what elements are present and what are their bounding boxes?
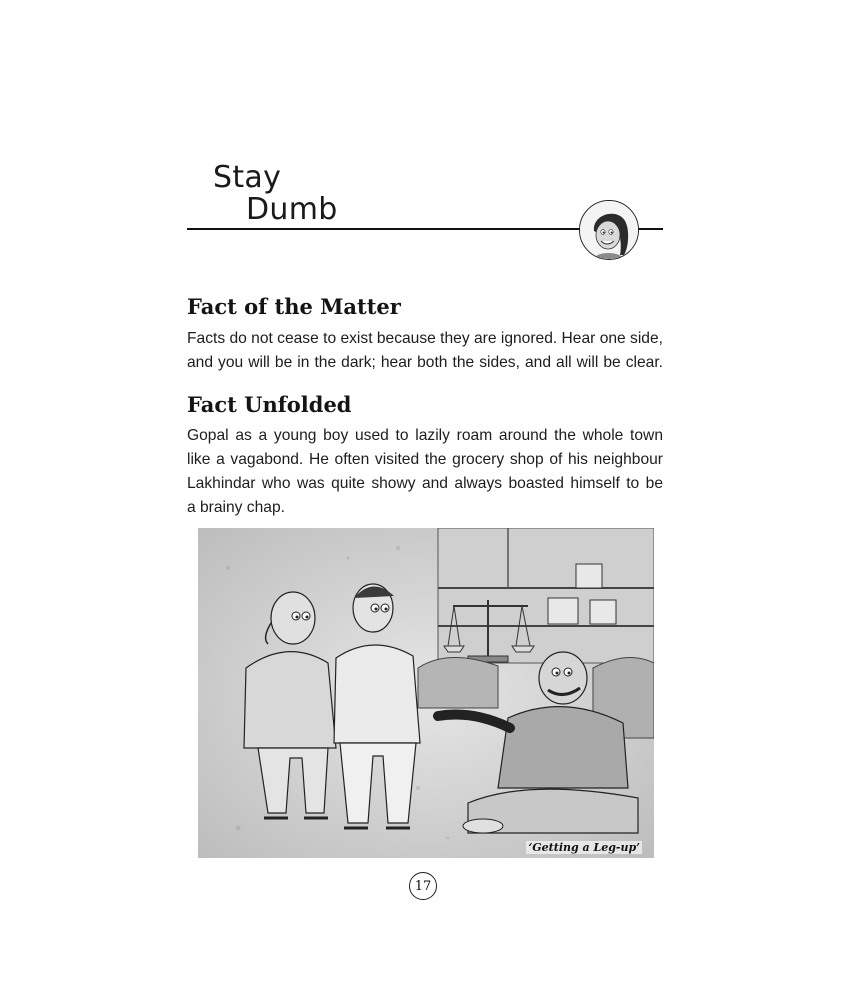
section-paragraph-fact-unfolded xyxy=(187,424,663,520)
text-line: Lakhindar who was quite showy and always boasted himself to be xyxy=(187,475,663,492)
section-paragraph-fact-of-the-matter xyxy=(187,327,663,375)
narrator-avatar xyxy=(579,200,639,260)
section-heading-fact-of-the-matter: Fact of the Matter xyxy=(187,294,401,319)
text-line: like a vagabond. He often visited the grocery shop of his neighbour xyxy=(187,451,663,468)
text-line: and you will be in the dark; hear both the sides, and all will be clear. xyxy=(187,354,663,371)
chapter-title-line2: Dumb xyxy=(246,192,338,227)
grocery-shop-scene-image xyxy=(198,528,654,858)
section-heading-fact-unfolded: Fact Unfolded xyxy=(187,392,352,417)
story-illustration xyxy=(198,528,654,858)
text-line: a brainy chap. xyxy=(187,499,285,516)
text-line: Gopal as a young boy used to lazily roam around the whole town xyxy=(187,427,663,444)
narrator-face-icon xyxy=(580,201,638,259)
text-line: Facts do not cease to exist because they are ignored. Hear one side, xyxy=(187,330,663,347)
illustration-caption: ‘Getting a Leg-up’ xyxy=(528,841,640,854)
page-number: 17 xyxy=(409,872,437,900)
chapter-title-line1: Stay xyxy=(213,160,282,195)
